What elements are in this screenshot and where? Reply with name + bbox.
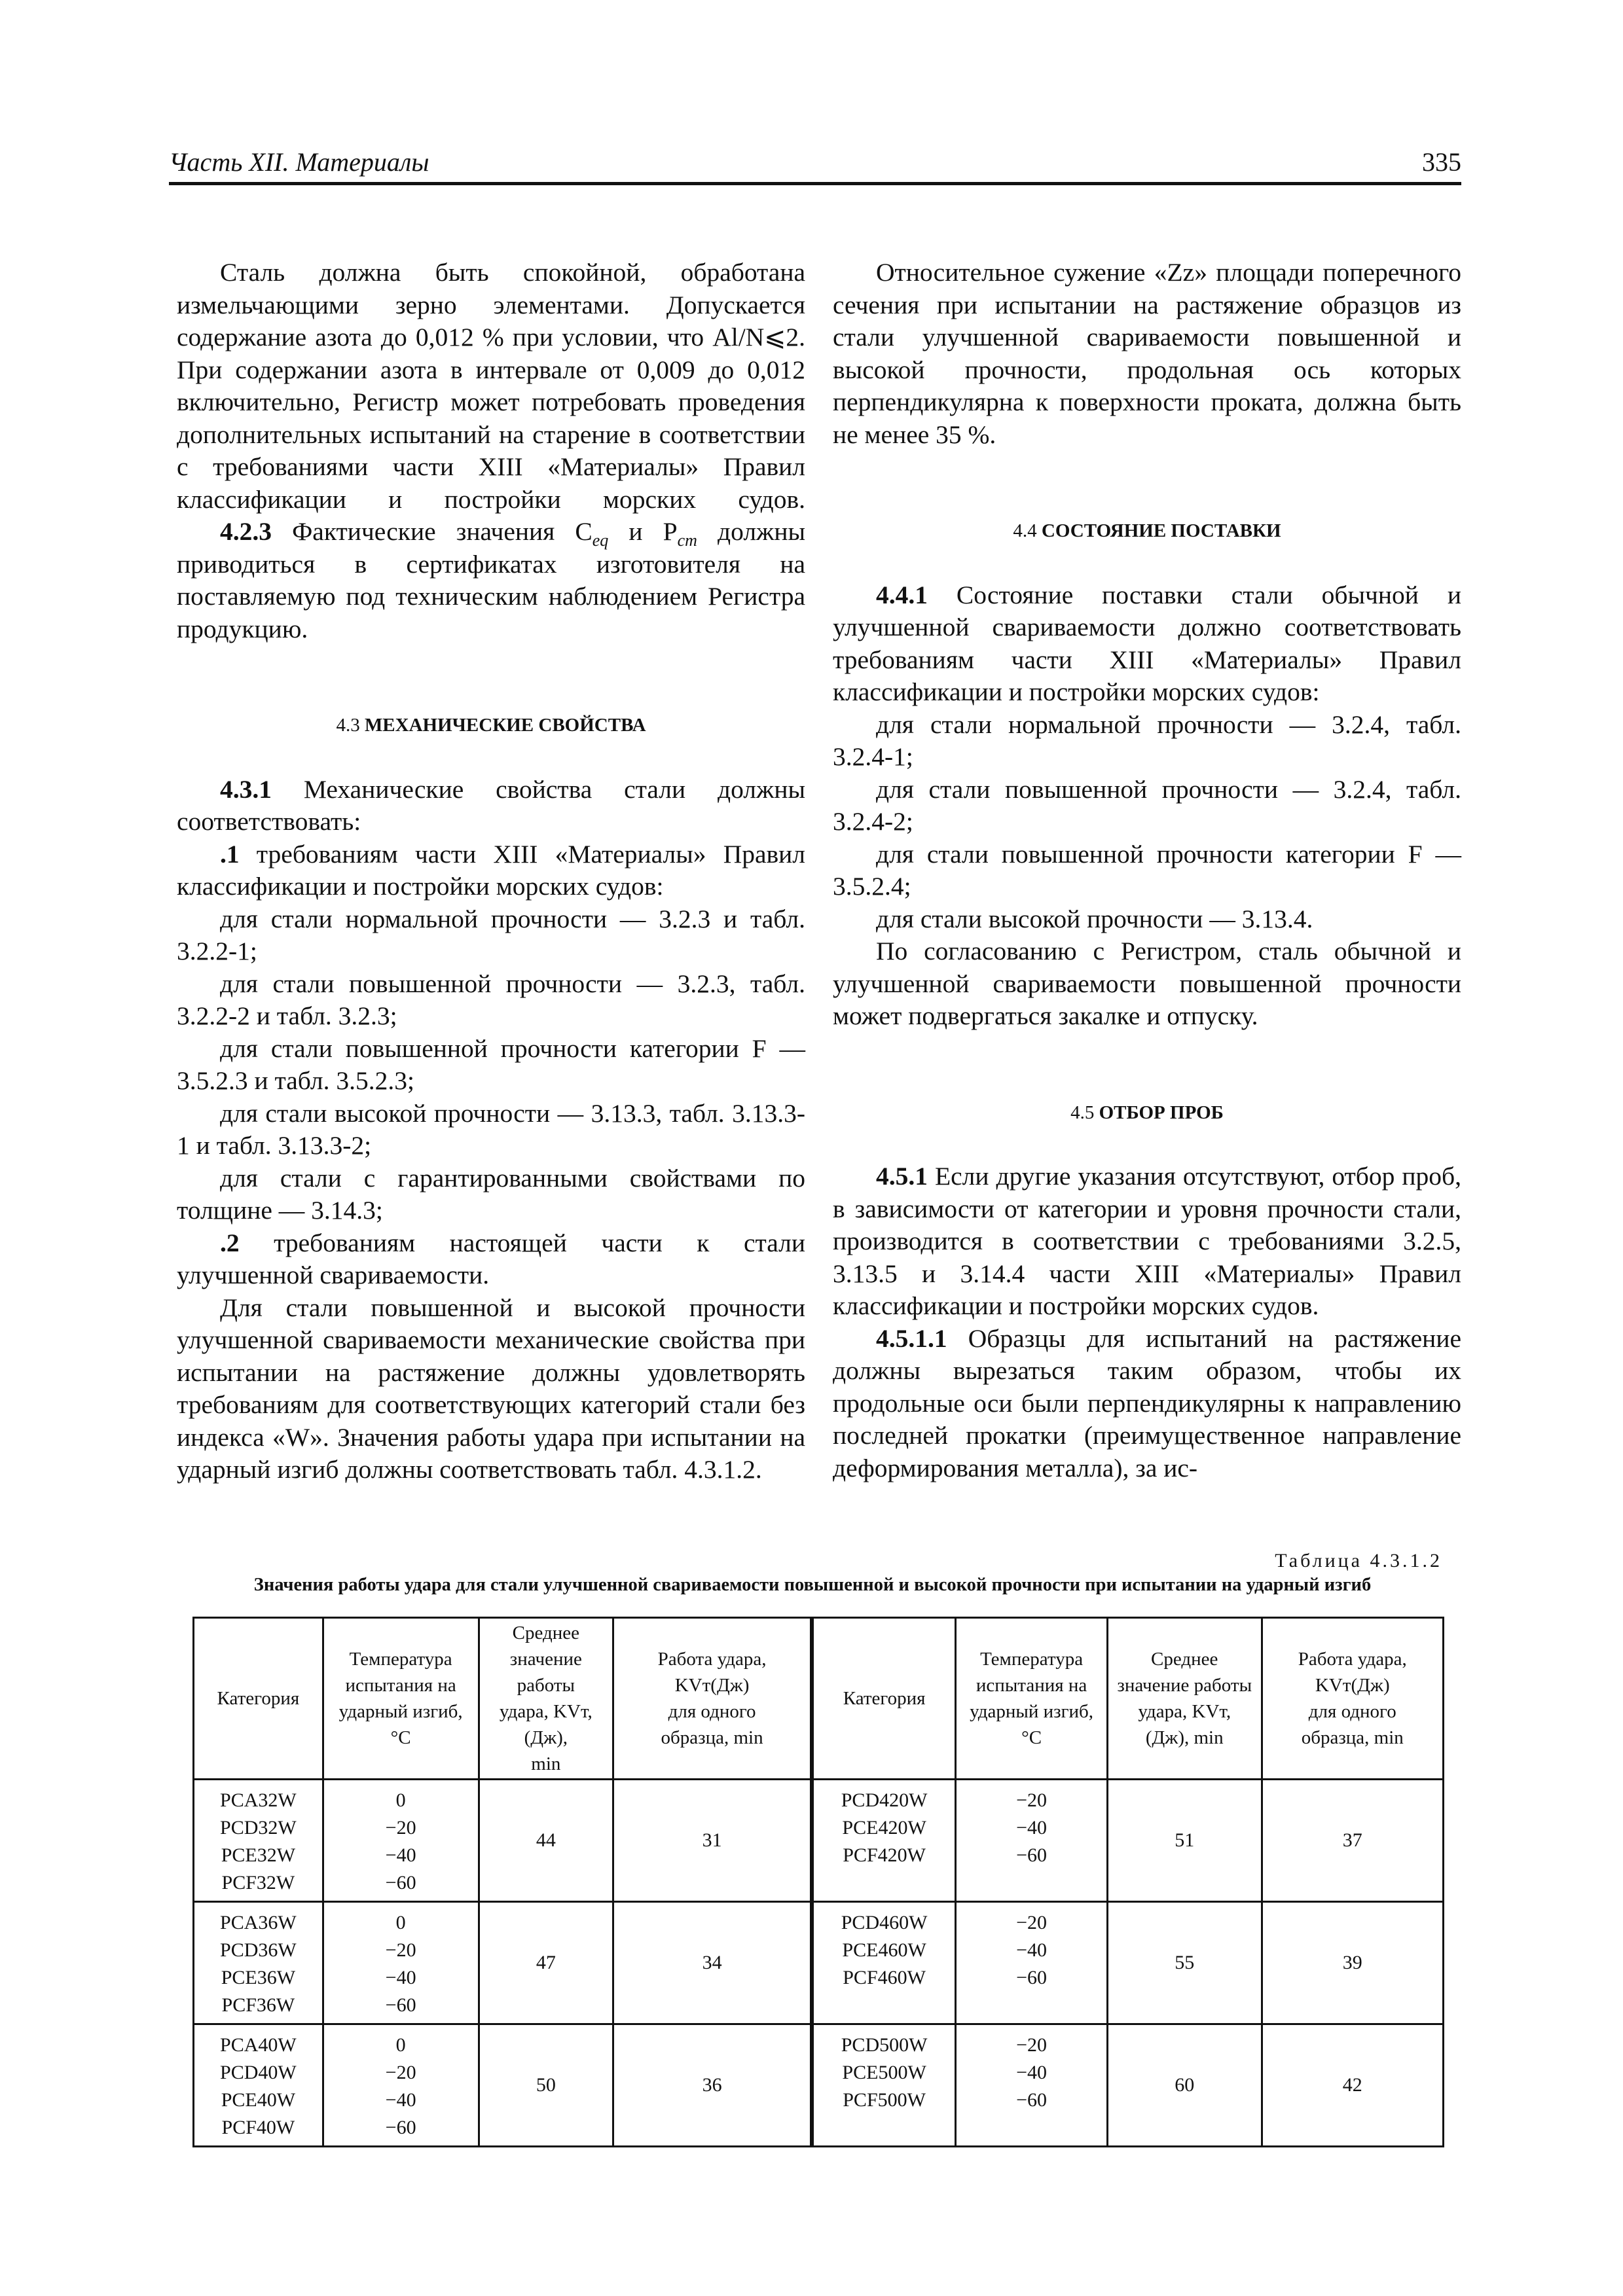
header-line: значение работы [1117,1675,1252,1696]
header-test-temperature [323,1618,479,1780]
temperature: −40 [1016,1817,1048,1839]
category-cell [194,1780,323,1902]
paragraph-reduction-of-area: Относительное сужение «Zz» площади поперечного сечения при испытании на растяжение образцов из стали улучшенной свариваемости повышенной и высокой прочности, продольная ось которых перпендикулярна к поверхности проката, должна быть не менее 35 %. [833,258,1461,449]
temperature: −60 [1016,1844,1048,1866]
text-fragment: Механические свойства стали должны соответствовать: [177,774,805,836]
paragraph-4-5-1-1 [833,1323,1461,1485]
text-fragment: Фактические значения C [272,517,593,546]
grade: PCD460W [841,1912,928,1933]
table-row [194,1902,1444,2024]
grade: PCF36W [221,1994,295,2016]
average-impact-cell: 47 [479,1902,613,2024]
section-title: ОТБОР ПРОБ [1099,1102,1224,1123]
paragraph-delivery-normal: для стали нормальной прочности — 3.2.4, табл. 3.2.4-1; [833,709,1461,771]
grade: PCF460W [843,1967,926,1988]
item-number: .1 [220,839,240,869]
header-test-temperature [956,1618,1108,1780]
temperature: −20 [385,1817,416,1839]
text-fragment: Состояние поставки стали обычной и улучшенной свариваемости должно соответствовать требованиям части XIII «Материалы» Правил классификации и постройки морских судов: [833,580,1461,706]
grade: PCE460W [842,1939,926,1961]
grade: PCD420W [841,1789,928,1811]
grade: PCE40W [221,2089,296,2111]
section-heading-4-3 [177,709,805,742]
section-number: 4.4 [1013,520,1037,541]
temperature: −20 [385,1939,416,1961]
paragraph-4-3-1 [177,774,805,838]
single-impact-cell: 37 [1262,1780,1443,1902]
grade: PCE36W [221,1967,296,1988]
paragraph-4-2-3 [177,516,805,645]
header-line: KVт(Дж) [1315,1675,1390,1696]
paragraph-delivery-higher: для стали повышенной прочности — 3.2.4, табл. 3.2.4-2; [833,774,1461,836]
section-title: СОСТОЯНИЕ ПОСТАВКИ [1041,520,1281,541]
grade: PCA40W [220,2034,297,2056]
text-fragment: требованиям настоящей части к стали улучшенной свариваемости. [177,1228,805,1289]
temperature-cell [323,2024,479,2147]
temperature: −40 [385,1967,416,1988]
header-line: значение работы [509,1649,582,1696]
header-line: Среднее [512,1623,580,1643]
header-line: для одного [1308,1701,1396,1722]
paragraph-high-strength: для стали высокой прочности — 3.13.3, табл. 3.13.3-1 и табл. 3.13.3-2; [177,1098,805,1160]
grade: PCE420W [842,1817,926,1839]
header-line: удара, KVт, [1138,1701,1231,1722]
header-average-impact [1107,1618,1262,1780]
temperature: −40 [1016,2062,1048,2083]
header-line: min [531,1753,561,1774]
temperature: −40 [385,1844,416,1866]
paragraph-4-5-1 [833,1160,1461,1323]
single-impact-cell: 34 [613,1902,812,2024]
paragraph-higher-strength-f: для стали повышенной прочности категории F — 3.5.2.3 и табл. 3.5.2.3; [177,1033,805,1095]
header-line: образца, min [661,1727,763,1748]
header-line: °C [390,1727,411,1748]
grade: PCF40W [221,2117,295,2138]
temperature: 0 [395,2034,406,2056]
table-label: Таблица 4.3.1.2 [1275,1550,1442,1571]
paragraph-normal-strength: для стали нормальной прочности — 3.2.3 и табл. 3.2.2-1; [177,904,805,965]
category-cell [812,1780,956,1902]
page-header [169,145,1461,185]
temperature: 0 [395,1789,406,1811]
grade: PCF32W [221,1872,295,1893]
section-number: 4.3 [336,715,360,736]
item-number: .2 [220,1228,240,1257]
header-line: испытания на [345,1675,456,1696]
temperature-cell [956,2024,1108,2147]
grade: PCD36W [220,1939,297,1961]
grade: PCA32W [220,1789,297,1811]
text-fragment: требованиям части XIII «Материалы» Правил классификации и постройки морских судов: [177,839,805,901]
section-title: МЕХАНИЧЕСКИЕ СВОЙСТВА [364,715,646,736]
text-fragment: должны приводиться в сертификатах изготовителя на поставляемую под техническим наблюдением Регистра продукцию. [177,517,806,643]
header-average-impact [479,1618,613,1780]
single-impact-cell: 39 [1262,1902,1443,2024]
single-impact-cell: 36 [613,2024,812,2147]
header-line: для одного [668,1701,756,1722]
average-impact-cell: 44 [479,1780,613,1902]
clause-number: 4.2.3 [220,517,272,546]
grade: PCD40W [220,2062,297,2083]
table-row [194,1780,1444,1902]
temperature-cell [956,1780,1108,1902]
header-line: удара, KVт,(Дж), [499,1701,593,1748]
paragraph-quenching: По согласованию с Регистром, сталь обычной и улучшенной свариваемости повышенной прочности может подвергаться закалке и отпуску. [833,937,1461,1030]
category-cell [194,2024,323,2147]
table-row [194,2024,1444,2147]
temperature-cell [323,1902,479,2024]
category-cell [812,2024,956,2147]
running-title: Часть XII. Материалы [169,147,429,177]
impact-energy-table [192,1617,1444,2147]
header-category: Категория [194,1618,323,1780]
average-impact-cell: 51 [1107,1780,1262,1902]
page-number: 335 [1422,147,1461,177]
table-header-row [194,1618,1444,1780]
table-caption: Значения работы удара для стали улучшенной свариваемости повышенной и высокой прочности при испытании на ударный изгиб [253,1575,1372,1595]
temperature: 0 [395,1912,406,1933]
header-line: (Дж), min [1145,1727,1224,1748]
paragraph-item-2 [177,1227,805,1292]
grade: PCF500W [843,2089,926,2111]
right-column [833,257,1461,1484]
single-impact-cell: 31 [613,1780,812,1902]
header-line: Температура [980,1649,1084,1670]
paragraph-steel-deoxidized: Сталь должна быть спокойной, обработана измельчающими зерно элементами. Допускается содержание азота до 0,012 % при условии, что Al/N⩽2. При содержании азота в интервале от 0,009 до 0,012 включительно, Регистр может потребовать проведения дополнительных испытаний на старение в соответствии с требованиями части XIII «Материалы» Правил классификации и постройки морских судов. [177,258,805,514]
section-number: 4.5 [1070,1102,1095,1123]
clause-number: 4.5.1 [876,1162,928,1191]
header-line: °C [1021,1727,1042,1748]
header-line: ударный изгиб, [970,1701,1094,1722]
average-impact-cell: 55 [1107,1902,1262,2024]
paragraph-higher-strength: для стали повышенной прочности — 3.2.3, табл. 3.2.2-2 и табл. 3.2.3; [177,969,805,1030]
category-cell [194,1902,323,2024]
clause-number: 4.3.1 [220,774,272,804]
header-line: испытания на [976,1675,1087,1696]
paragraph-delivery-higher-f: для стали повышенной прочности категории F — 3.5.2.4; [833,839,1461,901]
grade: PCE32W [221,1844,296,1866]
temperature-cell [323,1780,479,1902]
category-cell [812,1902,956,2024]
temperature: −20 [1016,2034,1048,2056]
text-fragment: Образцы для испытаний на растяжение должны вырезаться таким образом, чтобы их продольные оси были перпендикулярны к направлению последней прокатки (преимущественное направление деформирования металла), за ис- [833,1323,1461,1482]
temperature: −40 [385,2089,416,2111]
temperature: −60 [1016,1967,1048,1988]
clause-number: 4.4.1 [876,580,928,609]
subscript: eq [592,530,609,550]
temperature: −20 [1016,1912,1048,1933]
paragraph-item-1 [177,838,805,903]
header-category: Категория [812,1618,956,1780]
text-fragment: Если другие указания отсутствуют, отбор проб, в зависимости от категории и уровня прочности стали, производится в соответствии с требованиями 3.2.5, 3.13.5 и 3.14.4 части XIII «Материалы» Правил классификации и постройки морских судов. [833,1162,1461,1320]
header-single-impact [1262,1618,1443,1780]
header-line: ударный изгиб, [338,1701,463,1722]
grade: PCF420W [843,1844,926,1866]
temperature: −60 [1016,2089,1048,2111]
header-single-impact [613,1618,812,1780]
header-line: Работа удара, [1298,1649,1407,1670]
paragraph-thickness-properties: для стали с гарантированными свойствами по толщине — 3.14.3; [177,1163,805,1225]
temperature: −60 [385,1994,416,2016]
section-heading-4-4 [833,515,1461,548]
temperature: −60 [385,1872,416,1893]
header-line: Среднее [1151,1649,1218,1670]
temperature: −20 [385,2062,416,2083]
clause-number: 4.5.1.1 [876,1323,947,1353]
paragraph-4-4-1 [833,579,1461,709]
temperature-cell [956,1902,1108,2024]
grade: PCA36W [220,1912,297,1933]
grade: PCD500W [841,2034,928,2056]
header-line: Работа удара, [657,1649,767,1670]
grade: PCD32W [220,1817,297,1839]
temperature: −20 [1016,1789,1048,1811]
average-impact-cell: 60 [1107,2024,1262,2147]
temperature: −40 [1016,1939,1048,1961]
subscript: cm [677,530,697,550]
grade: PCE500W [842,2062,926,2083]
text-fragment: и P [608,517,678,546]
header-line: образца, min [1301,1727,1404,1748]
paragraph-impact-requirements: Для стали повышенной и высокой прочности улучшенной свариваемости механические свойства при испытании на растяжение должны удовлетворять требованиям для соответствующих категорий стали без индекса «W». Значения работы удара при испытании на ударный изгиб должны соответствовать табл. 4.3.1.2. [177,1293,805,1484]
section-heading-4-5 [833,1097,1461,1130]
left-column [177,257,805,1486]
temperature: −60 [385,2117,416,2138]
header-line: KVт(Дж) [674,1675,750,1696]
average-impact-cell: 50 [479,2024,613,2147]
single-impact-cell: 42 [1262,2024,1443,2147]
paragraph-delivery-high: для стали высокой прочности — 3.13.4. [876,904,1313,933]
header-line: Температура [349,1649,452,1670]
